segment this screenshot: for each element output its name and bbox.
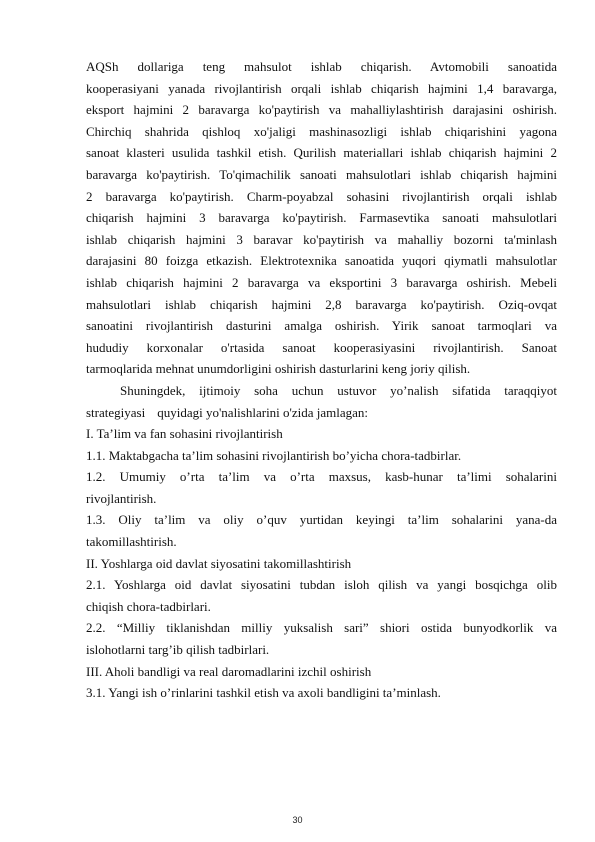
text-fragment: strategiyasi (86, 404, 146, 420)
text-line: ishlab chiqarish hajmini 2 baravarga va eksportini 3 baravarga oshirish. Mebeli (86, 274, 557, 290)
paragraph-social-strategy (86, 380, 557, 423)
list-line: 2.2. “Milliy tiklanishdan milliy yuksalish sari” shiori ostida bunyodkorlik va (86, 620, 557, 636)
strategy-list (86, 423, 557, 704)
text-line: kooperasiyani yanada rivojlantirish orqali ishlab chiqarish hajmini 1,4 baravarga, (86, 80, 557, 96)
text-line: AQSh dollariga teng mahsulot ishlab chiqarish. Avtomobili sanoatida (86, 59, 557, 74)
text-line: 2 baravarga ko'paytirish. Charm-poyabzal sohasini rivojlantirish orqali ishlab (86, 188, 557, 204)
text-fragment: quyidagi yo'nalishlarini o'zida jamlagan: (157, 404, 369, 420)
text-line: Shuningdek, ijtimoiy soha uchun ustuvor yo’nalish sifatida taraqqiyot (120, 382, 557, 398)
text-line: Chirchiq shahrida qishloq xo'jaligi mashinasozligi ishlab chiqarishini yagona (86, 123, 557, 139)
text-line: baravarga ko'paytirish. To'qimachilik sanoati mahsulotlari ishlab chiqarish hajmini (86, 166, 557, 182)
list-line: 1.3. Oliy ta’lim va oliy o’quv yurtidan keyingi ta’lim sohalarini yana-da (86, 512, 557, 528)
document-page (86, 56, 557, 704)
list-line: I. Ta’lim va fan sohasini rivojlantirish (86, 426, 283, 442)
list-line: rivojlantirish. (86, 490, 157, 506)
list-line: III. Aholi bandligi va real daromadlarini izchil oshirish (86, 663, 372, 679)
list-line: chiqish chora-tadbirlari. (86, 598, 211, 614)
text-line: tarmoqlarida mehnat unumdorligini oshirish dasturlarini keng joriy qilish. (86, 361, 471, 377)
text-line: sanoat klasteri usulida tashkil etish. Qurilish materiallari ishlab chiqarish hajmini 2 (86, 145, 557, 161)
text-line: chiqarish hajmini 3 baravarga ko'paytirish. Farmasevtika sanoati mahsulotlari (86, 210, 557, 226)
text-line: darajasini 80 foizga etkazish. Elektrotexnika sanoatida yuqori qiymatli mahsulotlar (86, 253, 557, 269)
page-number: 30 (292, 815, 303, 825)
list-line: 3.1. Yangi ish o’rinlarini tashkil etish va axoli bandligini ta’minlash. (86, 685, 441, 701)
text-line: eksport hajmini 2 baravarga ko'paytirish va mahalliylashtirish darajasini oshirish. (86, 102, 557, 118)
text-line: ishlab chiqarish hajmini 3 baravar ko'paytirish va mahalliy bozorni ta'minlash (86, 231, 557, 247)
list-line: II. Yoshlarga oid davlat siyosatini takomillashtirish (86, 555, 352, 571)
text-line (86, 402, 557, 424)
text-line: sanoatini rivojlantirish dasturini amalga oshirish. Yirik sanoat tarmoqlari va (86, 318, 557, 334)
text-line: hududiy korxonalar o'rtasida sanoat kooperasiyasini rivojlantirish. Sanoat (86, 339, 557, 355)
list-line: islohotlarni targ’ib qilish tadbirlari. (86, 642, 270, 658)
text-line: mahsulotlari ishlab chiqarish hajmini 2,8 baravarga ko'paytirish. Oziq-ovqat (86, 296, 557, 312)
list-line: 1.2. Umumiy o’rta ta’lim va o’rta maxsus, kasb-hunar ta’limi sohalarini (86, 469, 557, 485)
list-line: 2.1. Yoshlarga oid davlat siyosatini tubdan isloh qilish va yangi bosqichga olib (86, 577, 557, 593)
paragraph-industry-goals (86, 56, 557, 380)
list-line: 1.1. Maktabgacha ta’lim sohasini rivojlantirish bo’yicha chora-tadbirlar. (86, 447, 462, 463)
list-line: takomillashtirish. (86, 534, 177, 550)
